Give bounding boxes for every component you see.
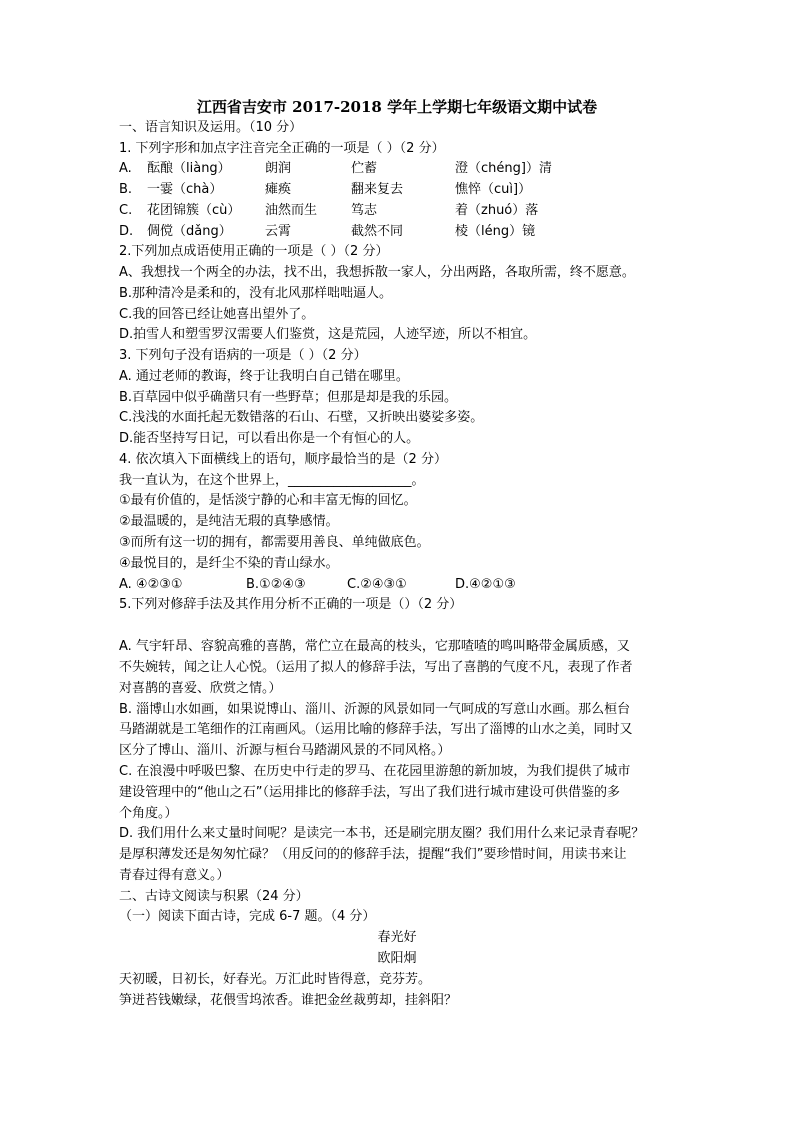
q1-option-label: B. [119,182,133,197]
q5-text-line: C. 在浪漫中呼吸巴黎、在历史中行走的罗马、在花园里游憩的新加坡，为我们提供了城市 [119,764,631,779]
q5-text-line: 是厚积薄发还是匆匆忙碌？（用反问的的修辞手法，提醒“我们”要珍惜时间，用读书来让 [119,847,627,862]
q1-option-word: 花团锦簇（cù） [147,203,241,218]
q4-choice: A. ④②③① [119,577,183,592]
q5-text-line: 不失婉转，闻之让人心悦。（运用了拟人的修辞手法，写出了喜鹊的气度不凡，表现了作者 [119,660,633,675]
q5-text-line: 个角度。） [119,806,178,821]
q4-choice: C.②④③① [347,577,407,592]
q5-text-line: 马踏湖就是工笔细作的江南画风。（运用比喻的修辞手法，写出了淄博的山水之美，同时又 [119,722,633,737]
q5-text-line: 青春过得有意义。） [119,868,230,883]
poem-line: 笋迸苔钱嫩绿，花偎雪坞浓香。谁把金丝裁剪却，挂斜阳？ [119,993,458,1008]
q2-option: D.拍雪人和塑雪罗汉需要人们鉴赏，这是荒园，人迹罕迹，所以不相宜。 [119,327,537,342]
q5-stem: 5.下列对修辞手法及其作用分析不正确的一项是（）（2 分） [119,597,463,612]
q1-option-word: 憔悴（cuì]） [455,182,532,197]
q3-option: A. 通过老师的教诲，终于让我明白自己错在哪里。 [119,369,409,384]
q4-choice: D.④②①③ [455,577,516,592]
q4-choice: B.①②④③ [246,577,306,592]
q4-item: ③而所有这一切的拥有，都需要用善良、单纯做底色。 [119,535,430,550]
q5-text-line: A. 气宇轩昂、容貌高雅的喜鹊，常伫立在最高的枝头，它那喳喳的鸣叫略带金属质感，又 [119,639,630,654]
q2-option: A、我想找一个两全的办法，找不出，我想拆散一家人，分出两路，各取所需，终不愿意。 [119,265,635,280]
q1-option-word: 截然不同 [351,224,404,239]
q3-option: B.百草园中似乎确凿只有一些野草；但那是却是我的乐园。 [119,390,458,405]
q5-text-line: 建设管理中的“他山之石”（运用排比的修辞手法，写出了我们进行城市建设可供借鉴的多 [119,785,620,800]
q1-option-label: C. [119,203,133,218]
q2-option: B.那种清冷是柔和的，没有北风那样咄咄逼人。 [119,286,393,301]
q2-option: C.我的回答已经让她喜出望外了。 [119,307,315,322]
poem-line: 天初暖，日初长，好春光。万汇此时皆得意，竞芬芳。 [119,972,432,987]
q1-option-word: 倜傥（dǎng） [147,224,232,239]
q5-text-line: 对喜鹊的喜爱、欣赏之情。） [119,681,282,696]
q1-option-word: 朗润 [265,161,292,176]
q2-stem: 2.下列加点成语使用正确的一项是（ ）（2 分） [119,244,389,259]
q5-text-line: B. 淄博山水如画，如果说博山、淄川、沂源的风景如同一气呵成的写意山水画。那么桓台 [119,702,631,717]
q4-stem: 4. 依次填入下面横线上的语句，顺序最恰当的是（2 分） [119,452,447,467]
q4-lead: 我一直认为，在这个世界上，___________________。 [119,473,425,488]
q1-option-word: 油然而生 [265,203,318,218]
q1-option-word: 棱（léng）镜 [455,224,536,239]
q1-option-word: 酝酿（liàng） [147,161,231,176]
q1-option-word: 翻来复去 [351,182,404,197]
q4-item: ①最有价值的，是恬淡宁静的心和丰富无悔的回忆。 [119,493,417,508]
q1-option-word: 一霎（chà） [147,182,223,197]
poem-author [0,949,794,969]
q5-text-line: D. 我们用什么来丈量时间呢？是读完一本书，还是刷完朋友圈？我们用什么来记录青春呢？ [119,826,645,841]
exam-title: 江西省吉安市 2017-2018 学年上学期七年级语文期中试卷 [196,98,598,116]
q1-stem: 1. 下列字形和加点字注音完全正确的一项是（ ）（2 分） [119,141,445,156]
q4-item: ④最悦目的，是纤尘不染的青山绿水。 [119,556,339,571]
q3-option: D.能否坚持写日记，可以看出你是一个有恒心的人。 [119,431,420,446]
q4-item: ②最温暖的，是纯洁无瑕的真挚感情。 [119,514,339,529]
q1-option-word: 着（zhuó）落 [455,203,539,218]
q1-option-word: 云霄 [265,224,292,239]
q1-option-word: 瘫痪 [265,182,292,197]
q3-stem: 3. 下列句子没有语病的一项是（ ）（2 分） [119,348,367,363]
q1-option-label: D. [119,224,134,239]
q3-option: C.浅浅的水面托起无数错落的石山、石壁，又折映出婆娑多姿。 [119,410,484,425]
poem-title [0,928,794,948]
section2-heading: 二、古诗文阅读与积累（24 分） [119,889,309,904]
q1-option-word: 澄（chéng]）清 [455,161,552,176]
section1-heading: 一、语言知识及运用。（10 分） [119,120,303,135]
poem-author-text: 欧阳炯 [377,951,417,966]
q1-option-label: A. [119,161,132,176]
section2-subheading: （一）阅读下面古诗，完成 6-7 题。（4 分） [119,909,376,924]
q5-text-line: 区分了博山、淄川、沂源与桓台马踏湖风景的不同风格。） [119,743,451,758]
q1-option-word: 笃志 [351,203,378,218]
poem-title-text: 春光好 [377,930,417,945]
q1-option-word: 伫蓄 [351,161,378,176]
